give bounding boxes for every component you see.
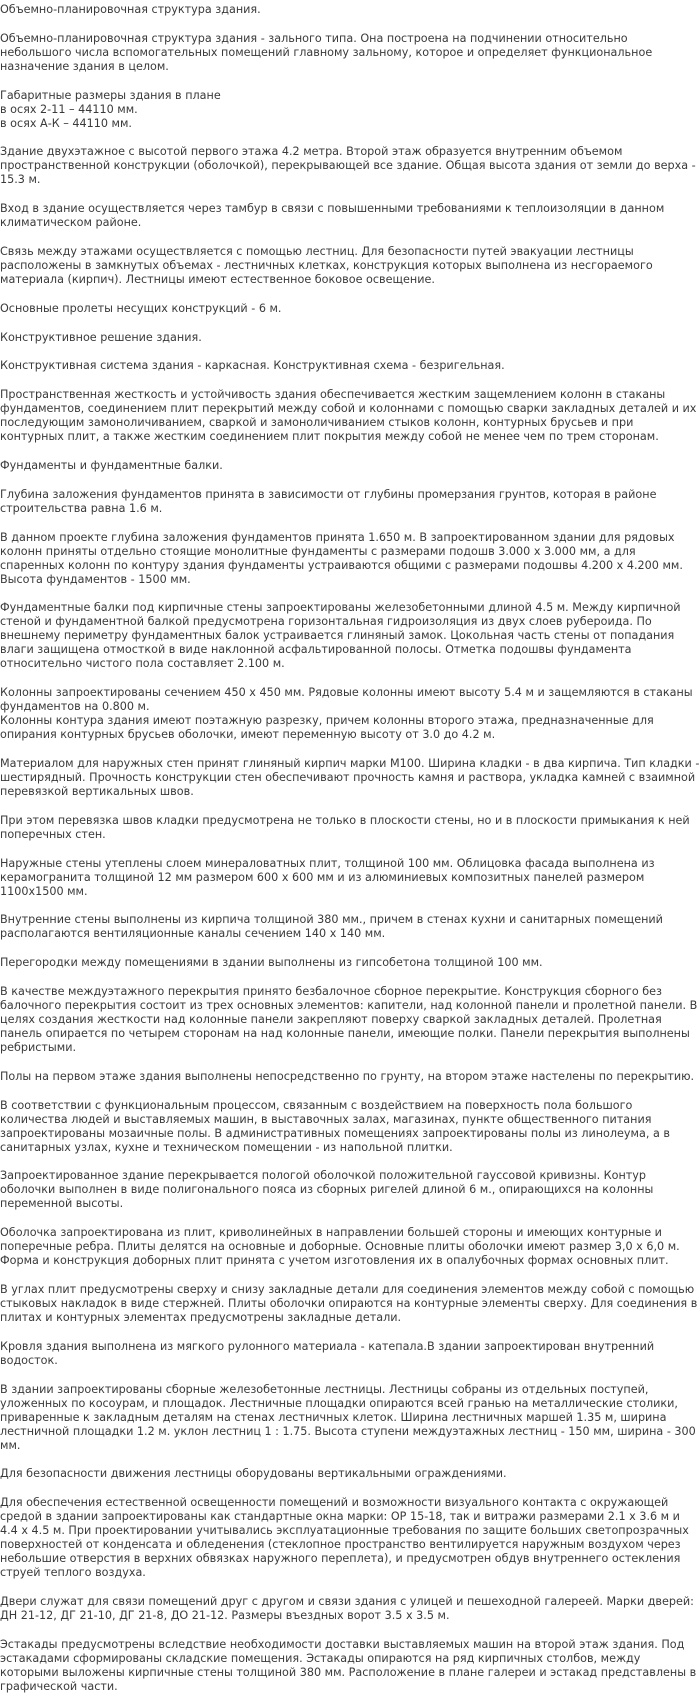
paragraph: Глубина заложения фундаментов принята в зависимости от глубины промерзания грунтов, которая в районе строительства равна 1.6 м. — [0, 487, 657, 515]
paragraph: Наружные стены утеплены слоем минераловатных плит, толщиной 100 мм. Облицовка фасада выполнена из керамогранита толщиной 12 мм размером 600 х 600 мм и из алюминиевых композитных панелей размером 1100х1500 мм. — [0, 856, 655, 898]
paragraph: В здании запроектированы сборные железобетонные лестницы. Лестницы собраны из отдельных поступей, уложенных по косоурам, и площадок. Лестничные площадки опираются всей гранью на металлические столики, приваренные к закладным деталям на стенах лестничных клеток. Ширина лестничных маршей 1.35 м, ширина лестничной площадки 1.2 м. уклон лестниц 1 : 1.75. Высота ступени междуэтажных лестниц - 150 мм, ширина - 300 мм. — [0, 1382, 696, 1452]
heading-foundations: Фундаменты и фундаментные балки. — [0, 458, 223, 472]
paragraph: Внутренние стены выполнены из кирпича толщиной 380 мм., причем в стенах кухни и санитарных помещений располагаются вентиляционные каналы сечением 140 х 140 мм. — [0, 913, 663, 941]
paragraph: Эстакады предусмотрены вследствие необходимости доставки выставляемых машин на второй этаж здания. Под эстакадами сформированы складские помещения. Эстакады опираются на ряд кирпичных столбов, между которыми выложены кирпичные стены толщиной 380 мм. Расположение в плане галереи и эстакад представлены в графической части. — [0, 1637, 697, 1693]
paragraph: В углах плит предусмотрены сверху и снизу закладные детали для соединения элементов между собой с помощью стыковых накладок в виде стержней. Плиты оболочки опираются на контурные элементы сверху. Для соединения в плитах и контурных элементах предусмотрены закладные детали. — [0, 1282, 698, 1324]
paragraph: Связь между этажами осуществляется с помощью лестниц. Для безопасности путей эвакуации лестницы расположены в замкнутых объемах - лестничных клетках, конструкция которых выполнена из несгораемого материала (кирпич). Лестницы имеют естественное боковое освещение. — [0, 244, 653, 286]
paragraph: Основные пролеты несущих конструкций - 6 м. — [0, 301, 282, 315]
paragraph: Полы на первом этаже здания выполнены непосредственно по грунту, на втором этаже настелены по перекрытию. — [0, 1069, 695, 1083]
paragraph: В качестве междуэтажного перекрытия принято безбалочное сборное перекрытие. Конструкция сборного без балочного перекрытия состоит из трех основных элементов: капители, над колонной панели и пролетной панели. В целях создания жесткости над колонные панели закрепляют поверху сваркой закладных деталей. Пролетная панель опирается по четырем сторонам на над колонные панели, имеющие полки. Панели перекрытия выполнены ребристыми. — [0, 984, 698, 1054]
paragraph: Пространственная жесткость и устойчивость здания обеспечивается жестким защемлением колонн в стаканы фундаментов, соединением плит перекрытий между собой и колоннами с помощью сварки закладных деталей и их последующим замоноличиванием, сваркой и замоноличиванием стыков колонн, контурных брусьев и при контурных плит, а также жестким соединением плит покрытия между собой не менее чем по трем сторонам. — [0, 388, 697, 444]
paragraph: Для безопасности движения лестницы оборудованы вертикальными ограждениями. — [0, 1467, 507, 1481]
paragraph: Материалом для наружных стен принят глиняный кирпич марки М100. Ширина кладки - в два кирпича. Тип кладки - шестирядный. Прочность конструкции стен обеспечивают прочность камня и раствора, укладка камней с взаимной перевязкой вертикальных швов. — [0, 756, 700, 798]
paragraph: Перегородки между помещениями в здании выполнены из гипсобетона толщиной 100 мм. — [0, 956, 543, 970]
paragraph: Объемно-планировочная структура здания - зального типа. Она построена на подчинении относительно небольшого числа вспомогательных помещений главному зальному, которое и определяет функциональное назначение здания в целом. — [0, 31, 653, 73]
paragraph: Вход в здание осуществляется через тамбур в связи с повышенными требованиями к теплоизоляции в данном климатическом районе. — [0, 202, 665, 230]
paragraph: Фундаментные балки под кирпичные стены запроектированы железобетонными длиной 4.5 м. Между кирпичной стеной и фундаментной балкой предусмотрена горизонтальная гидроизоляция из двух слоев рубероида. По внешнему периметру фундаментных балок устраивается глиняный замок. Цокольная часть стены от попадания влаги защищена отмосткой в виде наклонной асфальтированной полосы. Отметка подошвы фундамента относительно чистого пола составляет 2.100 м. — [0, 601, 681, 671]
paragraph: В данном проекте глубина заложения фундаментов принята 1.650 м. В запроектированном здании для рядовых колонн приняты отдельно стоящие монолитные фундаменты с размерами подошв 3.000 х 3.000 мм, а для спаренных колонн по контуру здания фундаменты устраиваются общими с размерами подошвы 4.200 х 4.200 мм. Высота фундаментов - 1500 мм. — [0, 530, 683, 586]
paragraph: Конструктивная система здания - каркасная. Конструктивная схема - безригельная. — [0, 359, 505, 373]
paragraph: Запроектированное здание перекрывается пологой оболочкой положительной гауссовой кривизны. Контур оболочки выполнен в виде полигонального пояса из сборных ригелей длиной 6 м., опирающихся на колонны переменной высоты. — [0, 1169, 654, 1211]
paragraph-dimensions: Габаритные размеры здания в плане в осях 2-11 – 44110 мм. в осях А-К – 44110 мм. — [0, 88, 221, 130]
heading-constructive-solution: Конструктивное решение здания. — [0, 330, 202, 344]
heading-structure: Объемно-планировочная структура здания. — [0, 3, 261, 16]
paragraph: Здание двухэтажное с высотой первого этажа 4.2 метра. Второй этаж образуется внутренним объемом пространственной конструкции (оболочкой), перекрывающей все здание. Общая высота здания от земли до верха - 15.3 м. — [0, 145, 696, 187]
paragraph: Оболочка запроектирована из плит, криволинейных в направлении большей стороны и имеющих контурные и поперечные ребра. Плиты делятся на основные и доборные. Основные плиты оболочки имеют размер 3,0 х 6,0 м. Форма и конструкция доборных плит принята с учетом изготовления их в опалубочных формах основных плит. — [0, 1226, 680, 1268]
paragraph: Двери служат для связи помещений друг с другом и связи здания с улицей и пешеходной галереей. Марки дверей: ДН 21-12, ДГ 21-10, ДГ 21-8, ДО 21-12. Размеры въездных ворот 3.5 х 3.5 м. — [0, 1594, 694, 1622]
paragraph: При этом перевязка швов кладки предусмотрена не только в плоскости стены, но и в плоскости примыкания к ней поперечных стен. — [0, 813, 690, 841]
paragraph: В соответствии с функциональным процессом, связанным с воздействием на поверхность пола большого количества людей и выставляемых машин, в выставочных залах, магазинах, пункте общественного питания запроектированы мозаичные полы. В административных помещениях запроектированы полы из линолеума, а в санитарных узлах, кухне и техническом помещении - из напольной плитки. — [0, 1098, 670, 1154]
paragraph: Для обеспечения естественной освещенности помещений и возможности визуального контакта с окружающей средой в здании запроектированы как стандартные окна марки: ОР 15-18, так и витражи размерами 2.1 х 3.6 м и 4.4 х 4.5 м. При проектировании учитывались эксплуатационные требования по защите больших светопрозрачных поверхностей от конденсата и обледенения (стеклопное пространство вентилируется наружным воздухом через небольшие отверстия в верхних обвязках наружного переплета), и предусмотрен обдув внутреннего остекления струей теплого воздуха. — [0, 1496, 689, 1580]
paragraph-columns: Колонны запроектированы сечением 450 х 450 мм. Рядовые колонны имеют высоту 5.4 м и защемляются в стаканы фундаментов на 0.800 м. Колонны контура здания имеют поэтажную разрезку, причем колонны второго этажа, предназначенные для опирания контурных брусьев оболочки, имеют переменную высоту от 3.0 до 4.2 м. — [0, 686, 693, 742]
paragraph: Кровля здания выполнена из мягкого рулонного материала - катепала.В здании запроектирован внутренний водосток. — [0, 1339, 655, 1367]
